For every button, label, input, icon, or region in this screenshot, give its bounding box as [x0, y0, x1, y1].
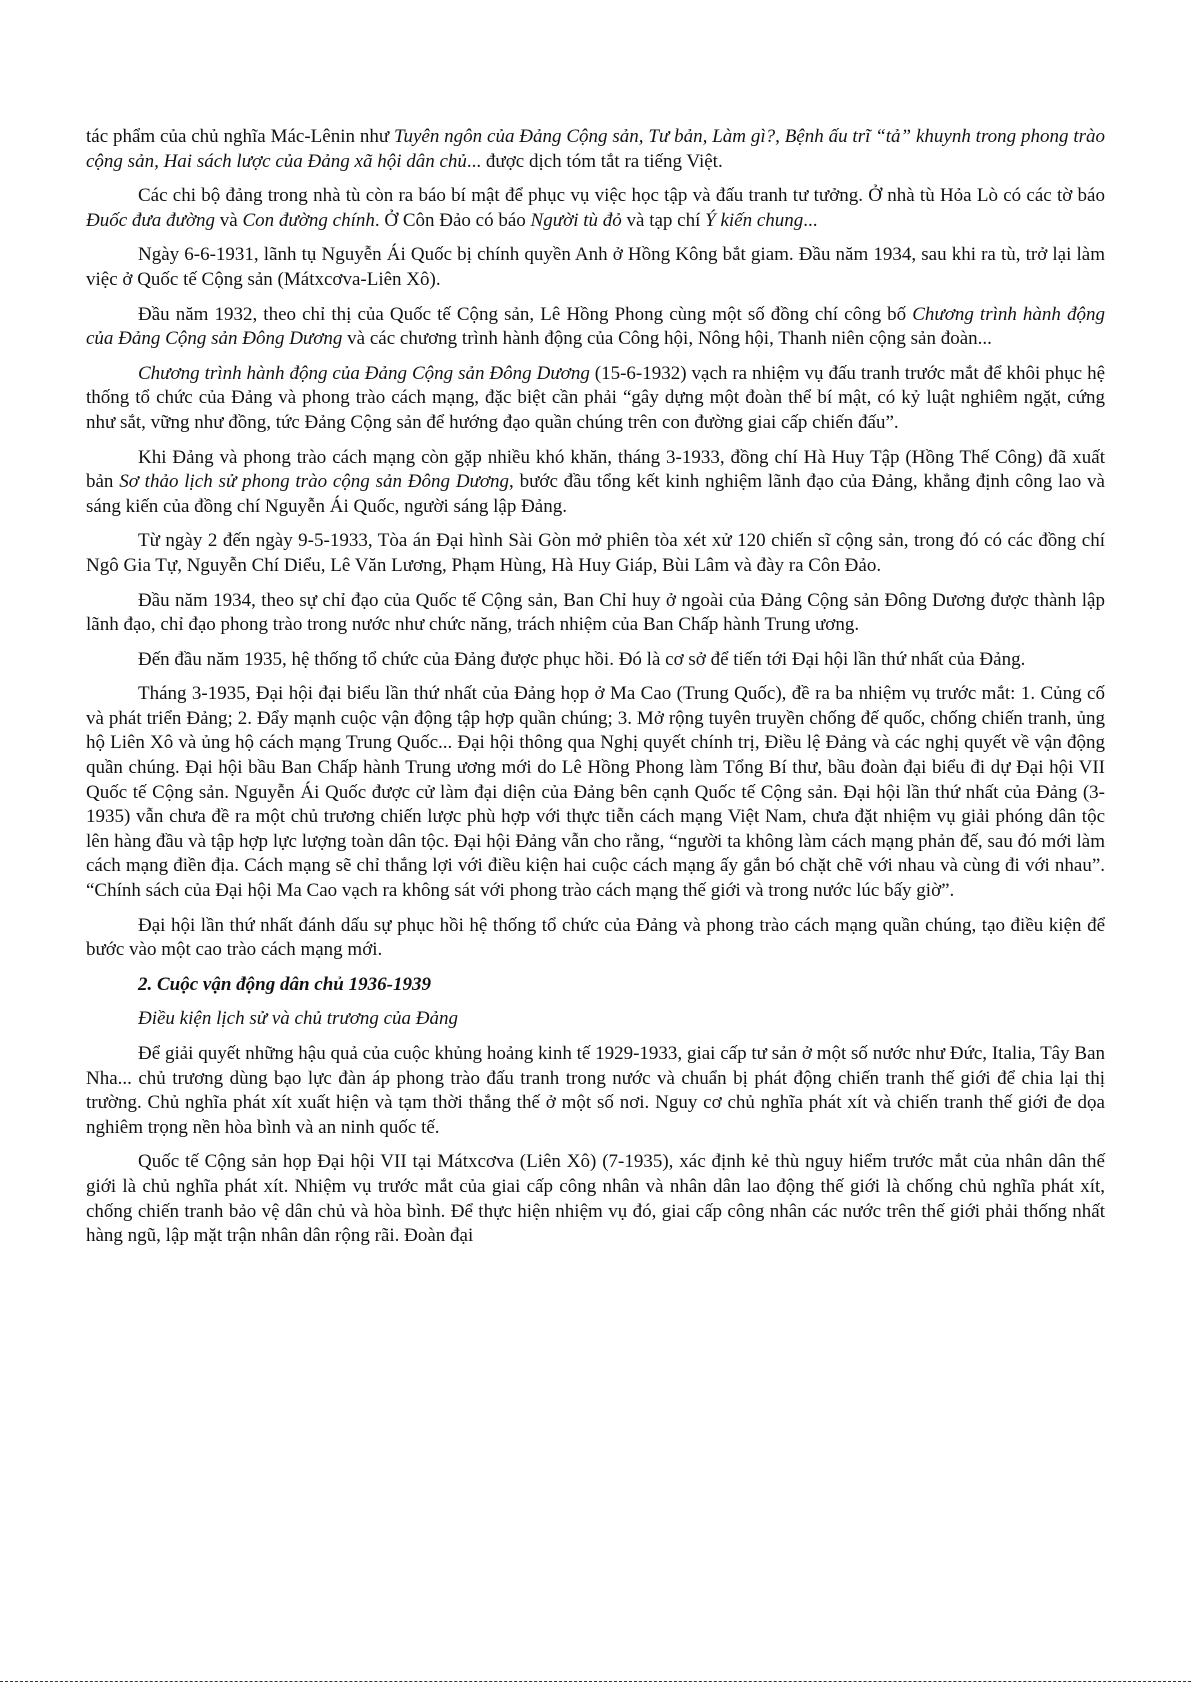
text-run: , bước đầu tổng kết kinh nghiệm lãnh đạo của Đảng, khẳng định công lao và sáng kiến của đồng chí Nguyễn Ái Quốc, người sáng lập Đảng.	[86, 471, 1105, 517]
paragraph	[86, 648, 1105, 673]
italic-title-text: Con đường chính	[242, 209, 375, 231]
italic-title-text: Chương trình hành động của Đảng Cộng sản Đông Dương	[138, 362, 590, 384]
paragraph	[86, 446, 1105, 520]
text-run: Các chi bộ đảng trong nhà tù còn ra báo bí mật để phục vụ việc học tập và đấu tranh tư tưởng. Ở nhà tù Hỏa Lò có các tờ báo	[138, 185, 1105, 207]
text-run: Quốc tế Cộng sản họp Đại hội VII tại Mátxcơva (Liên Xô) (7-1935), xác định kẻ thù nguy hiểm trước mắt của nhân dân thế giới là chủ nghĩa phát xít. Nhiệm vụ trước mắt của giai cấp công nhân và nhân dân lao động thế giới là chống chủ nghĩa phát xít, chống chiến tranh bảo vệ dân chủ và hòa bình. Để thực hiện nhiệm vụ đó, giai cấp công nhân các nước trên thế giới phải thống nhất hàng ngũ, lập mặt trận nhân dân rộng rãi. Đoàn đại	[86, 1151, 1105, 1247]
paragraph	[86, 184, 1105, 233]
paragraph	[86, 529, 1105, 578]
text-run: và các chương trình hành động của Công hội, Nông hội, Thanh niên cộng sản đoàn...	[342, 328, 992, 350]
text-run: ...	[803, 209, 818, 231]
text-run: 2. Cuộc vận động dân chủ 1936-1939	[138, 973, 431, 995]
text-run: Để giải quyết những hậu quả của cuộc khủng hoảng kinh tế 1929-1933, giai cấp tư sản ở một số nước như Đức, Italia, Tây Ban Nha... chủ trương dùng bạo lực đàn áp phong trào đấu tranh trong nước và chuẩn bị phát động chiến tranh thế giới để chia lại thị trường. Chủ nghĩa phát xít xuất hiện và tạm thời thắng thế ở một số nơi. Nguy cơ chủ nghĩa phát xít và chiến tranh thế giới đe dọa nghiêm trọng nền hòa bình và an ninh quốc tế.	[86, 1043, 1105, 1138]
italic-title-text: Đuốc đưa đường	[86, 209, 216, 231]
text-run: và tạp chí	[621, 209, 706, 231]
italic-title-text: Chương trình hành động của Đảng Cộng sản Đông Dương	[86, 303, 1105, 350]
text-run: Đầu năm 1934, theo sự chỉ đạo của Quốc tế Cộng sản, Ban Chỉ huy ở ngoài của Đảng Cộng sản Đông Dương được thành lập lãnh đạo, chỉ đạo phong trào trong nước như chức năng, trách nhiệm của Ban Chấp hành Trung ương.	[86, 589, 1105, 636]
text-run: Điều kiện lịch sử và chủ trương của Đảng	[138, 1008, 459, 1030]
paragraph	[86, 362, 1105, 436]
paragraph-continuation	[86, 125, 1105, 174]
document-body	[86, 125, 1105, 1259]
text-run: Tháng 3-1935, Đại hội đại biểu lần thứ nhất của Đảng họp ở Ma Cao (Trung Quốc), đề ra ba nhiệm vụ trước mắt: 1. Củng cố và phát triển Đảng; 2. Đẩy mạnh cuộc vận động tập hợp quần chúng; 3. Mở rộng tuyên truyền chống đế quốc, chống chiến tranh, ủng hộ Liên Xô và ủng hộ cách mạng Trung Quốc... Đại hội thông qua Nghị quyết chính trị, Điều lệ Đảng và các nghị quyết về vận động quần chúng. Đại hội bầu Ban Chấp hành Trung ương mới do Lê Hồng Phong làm Tổng Bí thư, bầu đoàn đại biểu đi dự Đại hội VII Quốc tế Cộng sản. Nguyễn Ái Quốc được cử làm đại diện của Đảng bên cạnh Quốc tế Cộng sản. Đại hội lần thứ nhất của Đảng (3-1935) vẫn chưa đề ra một chủ trương chiến lược phù hợp với thực tiễn cách mạng Việt Nam, chưa đặt nhiệm vụ giải phóng dân tộc lên hàng đầu và tập hợp lực lượng toàn dân tộc. Đại hội Đảng vẫn cho rằng, “người ta không làm cách mạng phản đế, sau đó mới làm cách mạng điền địa. Cách mạng sẽ chỉ thắng lợi với điều kiện hai cuộc cách mạng ấy gắn bó chặt chẽ với nhau và cùng đi với nhau”. “Chính sách của Đại hội Ma Cao vạch ra không sát với phong trào cách mạng thế giới và trong nước lúc bấy giờ”.	[86, 683, 1105, 902]
text-run: . Ở Côn Đảo có báo	[374, 209, 531, 231]
text-run: Ngày 6-6-1931, lãnh tụ Nguyễn Ái Quốc bị chính quyền Anh ở Hồng Kông bắt giam. Đầu năm 1934, sau khi ra tù, trở lại làm việc ở Quốc tế Cộng sản (Mátxcơva-Liên Xô).	[86, 244, 1105, 290]
paragraph	[86, 1150, 1105, 1248]
text-run: tác phẩm của chủ nghĩa Mác-Lênin như	[86, 126, 394, 147]
section-subheading	[86, 1007, 1105, 1032]
text-run: Đầu năm 1932, theo chỉ thị của Quốc tế Cộng sản, Lê Hồng Phong cùng một số đồng chí công bố	[138, 303, 913, 325]
text-run: Từ ngày 2 đến ngày 9-5-1933, Tòa án Đại hình Sài Gòn mở phiên tòa xét xử 120 chiến sĩ cộng sản, trong đó có các đồng chí Ngô Gia Tự, Nguyễn Chí Diểu, Lê Văn Lương, Phạm Hùng, Hà Huy Giáp, Bùi Lâm và đày ra Côn Đảo.	[86, 530, 1105, 576]
italic-title-text: Tuyên ngôn của Đảng Cộng sản, Tư bản, Làm gì?, Bệnh ấu trĩ “tả” khuynh trong phong trào cộng sản, Hai sách lược của Đảng xã hội dân chủ	[86, 126, 1105, 172]
text-run: ... được dịch tóm tắt ra tiếng Việt.	[466, 150, 723, 172]
paragraph	[86, 303, 1105, 352]
text-run: (15-6-1932) vạch ra nhiệm vụ đấu tranh trước mắt để khôi phục hệ thống tổ chức của Đảng và phong trào cách mạng, đặc biệt cần phải “gây dựng một đoàn thể bí mật, có kỷ luật nghiêm ngặt, cứng như sắt, vững như đồng, tức Đảng Cộng sản để hướng đạo quần chúng trên con đường giai cấp chiến đấu”.	[86, 362, 1105, 433]
page-bottom-rule	[0, 1681, 1191, 1682]
text-run: và	[215, 209, 243, 231]
text-run: Đến đầu năm 1935, hệ thống tổ chức của Đảng được phục hồi. Đó là cơ sở để tiến tới Đại hội lần thứ nhất của Đảng.	[138, 648, 1026, 670]
italic-title-text: Ý kiến chung	[705, 209, 804, 231]
paragraph	[86, 1042, 1105, 1140]
paragraph	[86, 914, 1105, 963]
italic-title-text: Sơ thảo lịch sử phong trào cộng sản Đông Dương	[119, 471, 510, 493]
italic-title-text: Người tù đỏ	[530, 209, 622, 231]
paragraph	[86, 682, 1105, 903]
section-heading	[86, 973, 1105, 998]
text-run: Khi Đảng và phong trào cách mạng còn gặp nhiều khó khăn, tháng 3-1933, đồng chí Hà Huy Tập (Hồng Thế Công) đã xuất bản	[86, 446, 1105, 493]
text-run: Đại hội lần thứ nhất đánh dấu sự phục hồi hệ thống tổ chức của Đảng và phong trào cách mạng quần chúng, tạo điều kiện để bước vào một cao trào cách mạng mới.	[86, 914, 1105, 961]
paragraph	[86, 243, 1105, 292]
paragraph	[86, 589, 1105, 638]
